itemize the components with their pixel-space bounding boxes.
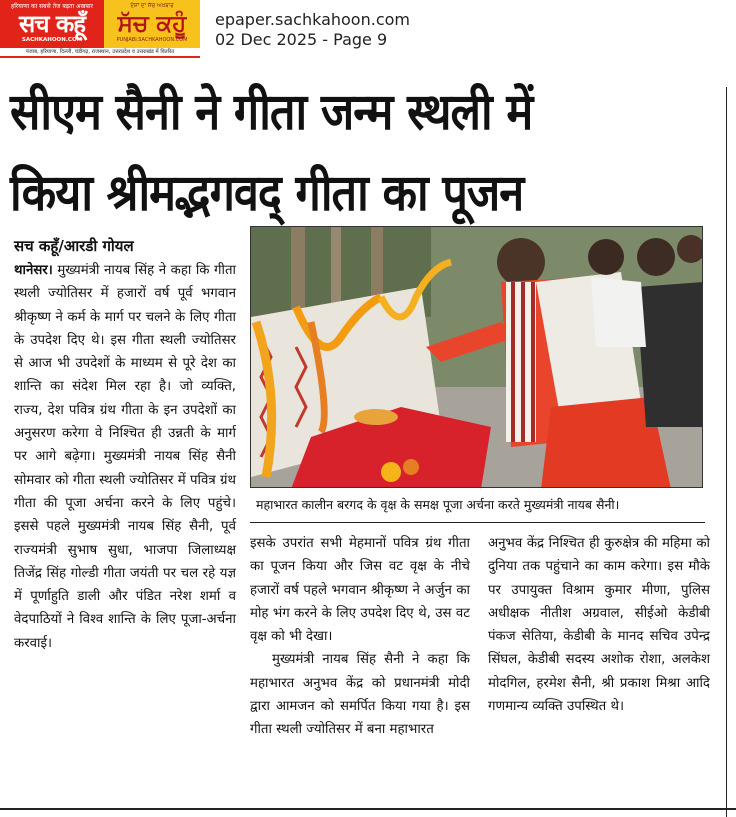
article-column-3 [488, 532, 710, 718]
masthead-logos[interactable] [0, 0, 200, 58]
column-2-paragraph-2: मुख्यमंत्री नायब सिंह सैनी ने कहा कि महाभारत अनुभव केंद्र को प्रधानमंत्री मोदी द्वारा आमजन को समर्पित किया गया है। इस गीता स्थली ज्योतिसर में बना महाभारत [250, 652, 470, 738]
sach-kahoon-tagline: हरियाणा का सबसे तेज बढ़ता अखबार [11, 3, 93, 10]
punjabi-url: PUNJABI.SACHKAHOON.COM [116, 37, 188, 43]
article-column-2 [250, 532, 470, 742]
column-1-text: मुख्यमंत्री नायब सिंह ने कहा कि गीता स्थली ज्योतिसर में हजारों वर्ष पूर्व भगवान श्रीकृष्ण ने कर्म के मार्ग पर चलने के लिए गीता के उपदेश दिए थे। इस गीता स्थली ज्योतिसर से आज भी उपदेशों के माध्यम से पूरे देश का शान्ति का संदेश मिल रहा है। जो व्यक्ति, राज्य, देश पवित्र ग्रंथ गीता के इन उपदेशों का अनुसरण करेगा वे निश्चित ही उन्नती के मार्ग पर आगे बढ़ेगा। मुख्यमंत्री नायब सिंह सैनी सोमवार को गीता स्थली ज्योतिसर में पवित्र ग्रंथ गीता की पूजा अर्चना करने के लिए पहुंचे। इससे पहले मुख्यमंत्री नायब सिंह सैनी, पूर्व राज्यमंत्री सुभाष सुधा, भाजपा जिलाध्यक्ष तिजेंद्र सिंह गोल्डी गीता जयंती पर चल रहे यज्ञ में पूर्णाहुति डाली और पंडित नरेश शर्मा व वेदपाठियों ने विश्व शान्ति के लिए पूजा-अर्चना करवाई। [14, 263, 236, 651]
caption-divider [250, 522, 705, 523]
byline: सच कहूँ/आरडी गोयल [14, 237, 134, 255]
headline-line-2: किया श्रीमद्भगवद् गीता का पूजन [10, 162, 524, 223]
sach-kahoon-logo[interactable] [0, 0, 104, 48]
article-column-1 [14, 235, 236, 655]
headline-line-1: सीएम सैनी ने गीता जन्म स्थली में [10, 82, 533, 142]
column-2-paragraph-1: इसके उपरांत सभी मेहमानों पवित्र ग्रंथ गीता का पूजन किया और जिस वट वृक्ष के नीचे हजारों वर्ष पहले भगवान श्रीकृष्ण ने अर्जुन का मोह भंग करने के लिए उपदेश दिए थे, उस वट वृक्ष को भी देखा। [250, 536, 470, 645]
photo-illustration [251, 227, 703, 488]
column-1-paragraph [14, 259, 236, 655]
column-divider-right [726, 87, 727, 817]
punjabi-name: ਸੱਚ ਕਹੂੰ [117, 11, 187, 37]
sach-kahoon-name: सच कहूँ [19, 10, 85, 38]
dateline: थानेसर। [14, 263, 53, 278]
editions-strip: पंजाब, हरियाणा, दिल्ली, चंडीगढ़, राजस्थान, उत्तरप्रदेश व उत्तराखंड में वितरित [0, 48, 200, 58]
page-bottom-rule [0, 808, 736, 810]
issue-date-page: 02 Dec 2025 - Page 9 [215, 30, 388, 49]
article-headline [10, 72, 695, 233]
punjabi-tagline: ਦੇਸ਼ਾਂ ਦਾ ਸੱਚ ਅਖ਼ਬਾਰ [130, 3, 174, 9]
photo-caption: महाभारत कालीन बरगद के वृक्ष के समक्ष पूजा अर्चना करते मुख्यमंत्री नायब सैनी। [256, 497, 620, 512]
sach-kahoon-punjabi-logo[interactable] [104, 0, 200, 48]
site-url[interactable]: epaper.sachkahoon.com [215, 10, 410, 29]
sach-kahoon-url: SACHKAHOON.COM [21, 37, 83, 43]
column-3-paragraph: अनुभव केंद्र निश्चित ही कुरुक्षेत्र की महिमा को दुनिया तक पहुंचाने का काम करेगा। इस मौके पर उपायुक्त विश्राम कुमार मीणा, पुलिस अधीक्षक नीतीश अग्रवाल, सीईओ केडीबी पंकज सेतिया, केडीबी के मानद सचिव उपेन्द्र सिंघल, केडीबी सदस्य अशोक रोशा, अलकेश मोदगिल, हरमेश सैनी, श्री प्रकाश मिश्रा आदि गणमान्य व्यक्ति उपस्थित थे। [488, 536, 710, 715]
site-info [215, 10, 410, 50]
article-photo[interactable] [250, 226, 703, 488]
